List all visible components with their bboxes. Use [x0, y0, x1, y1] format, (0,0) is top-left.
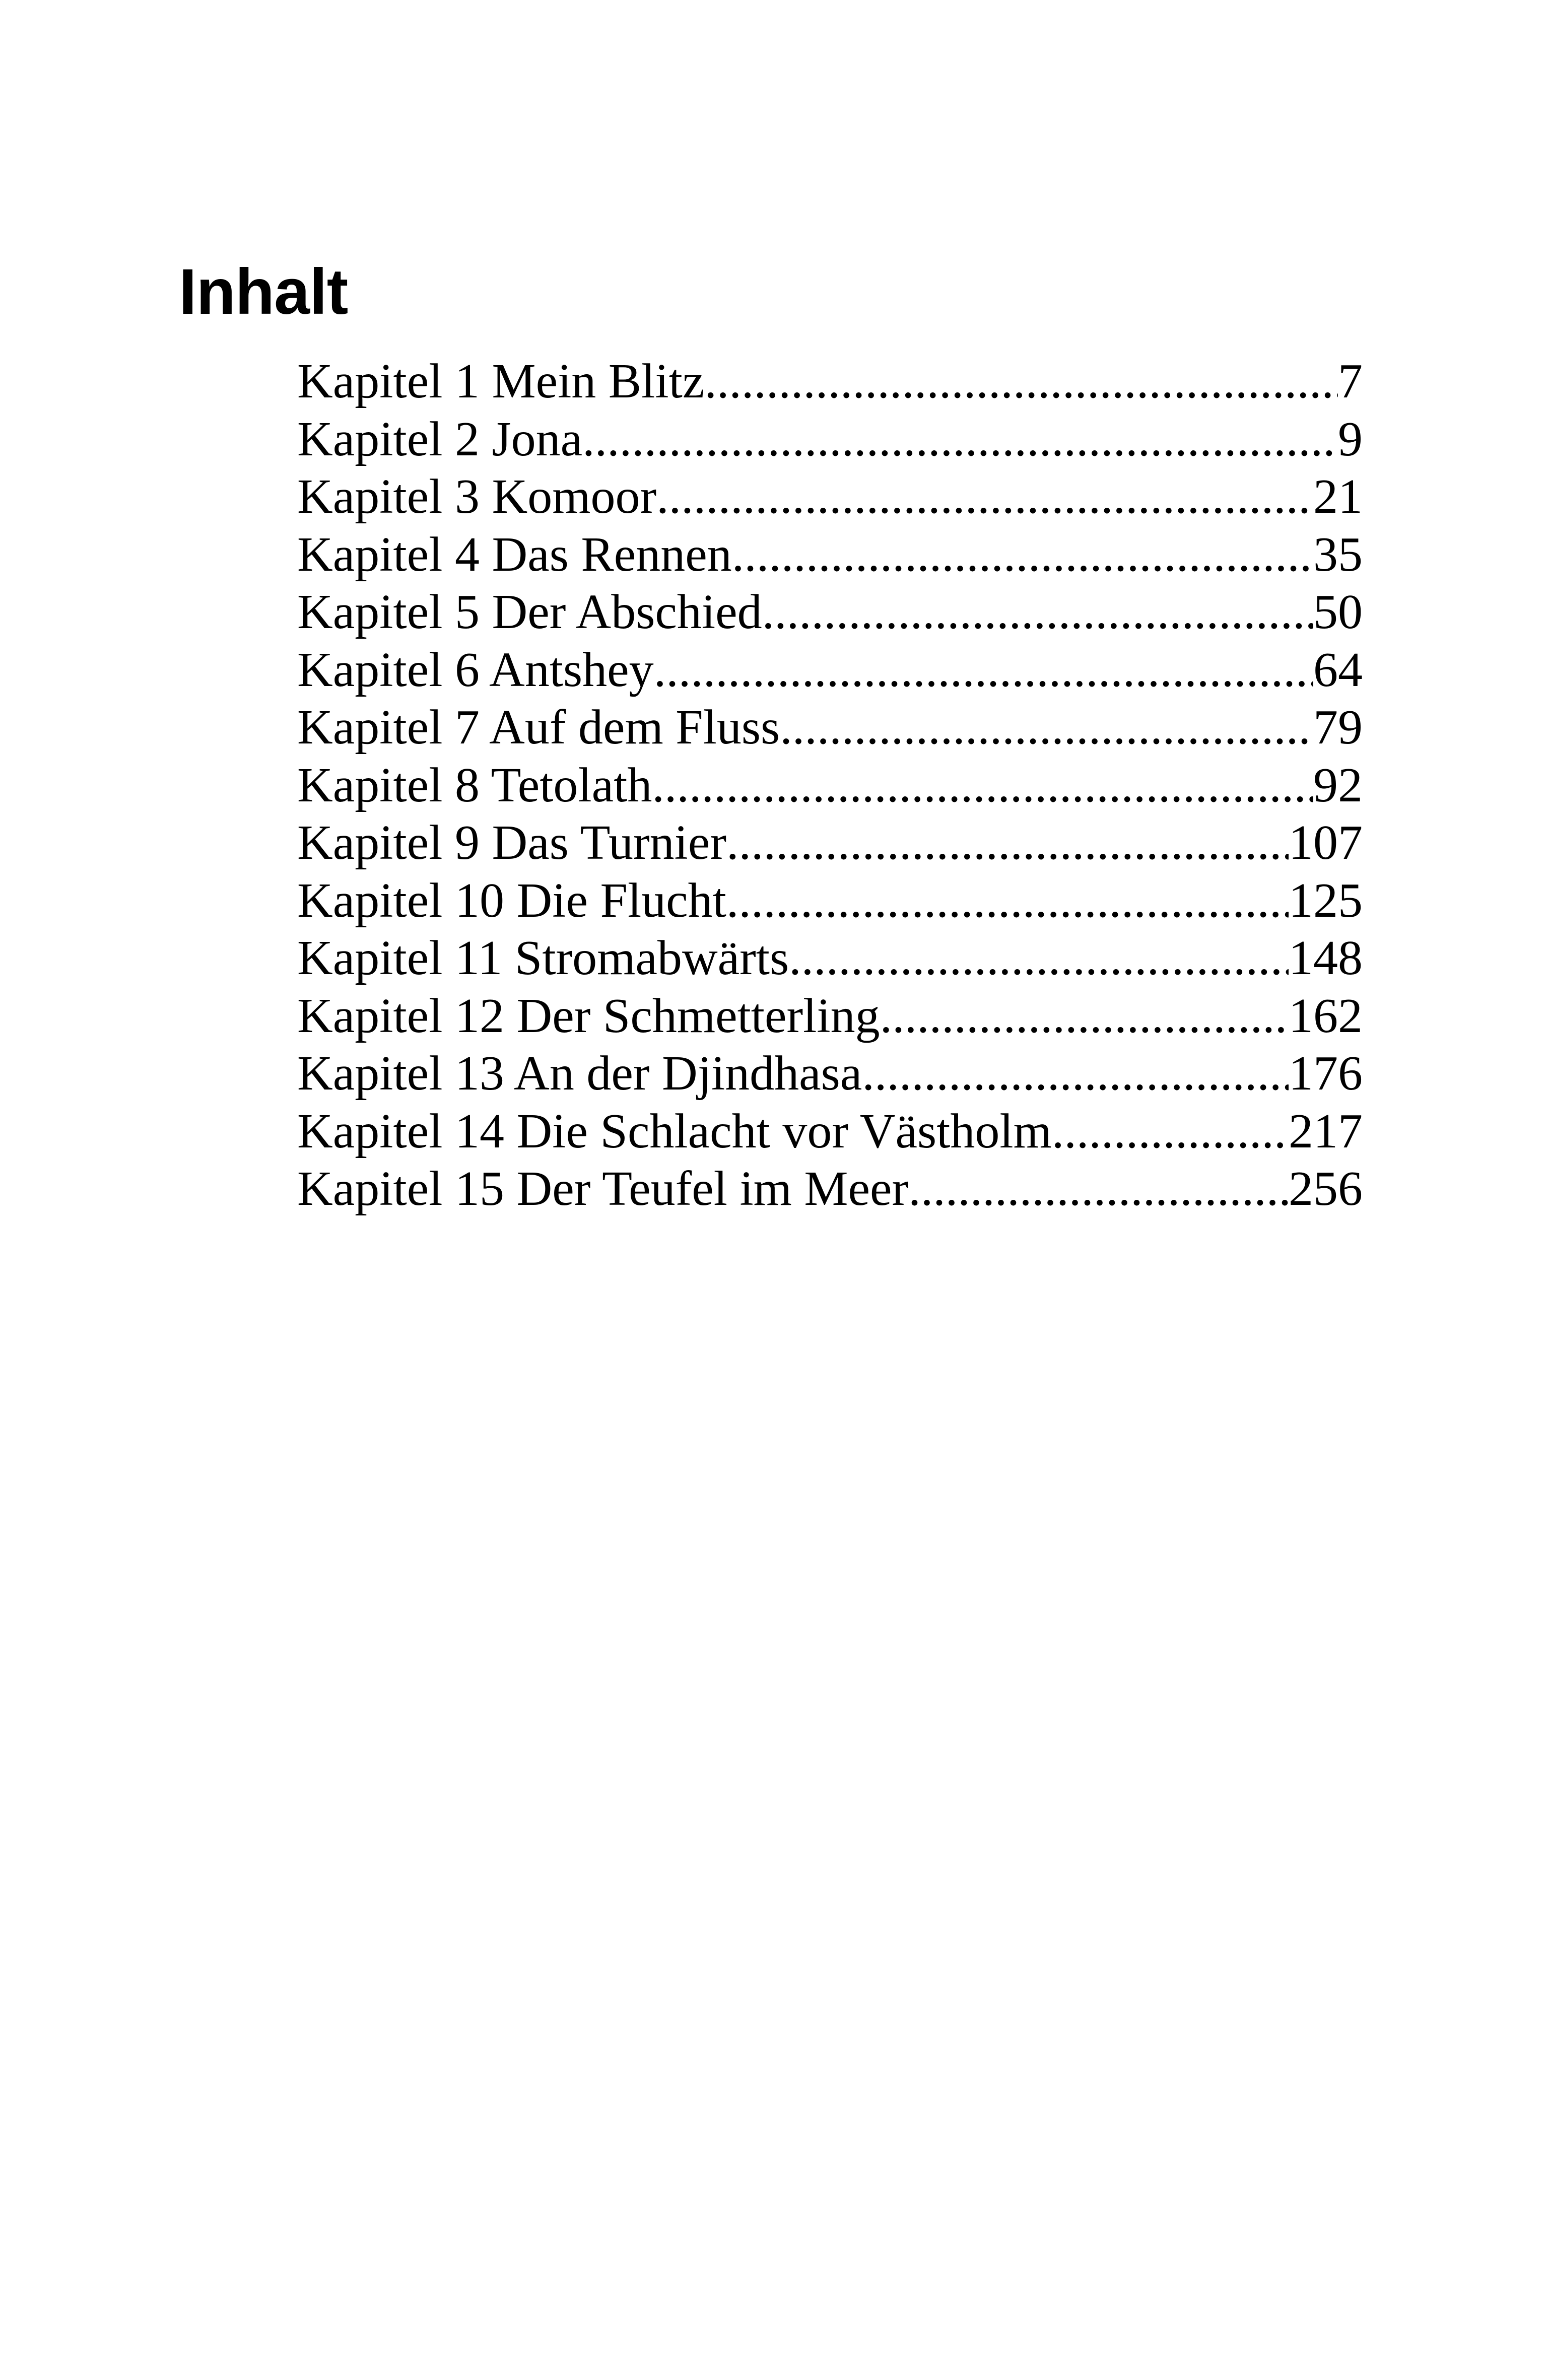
- dot-leader: [908, 1160, 1289, 1218]
- toc-entry-title: Kapitel 2 Jona: [297, 412, 583, 466]
- toc-entry-page: 162: [1289, 988, 1363, 1043]
- dot-leader: [789, 929, 1289, 987]
- toc-entry-title: Kapitel 15 Der Teufel im Meer: [297, 1162, 909, 1216]
- toc-entry-3[interactable]: [297, 468, 1363, 526]
- dot-leader: [1052, 1103, 1289, 1161]
- toc-entry-page: 256: [1289, 1162, 1363, 1216]
- toc-entry-6[interactable]: [297, 641, 1363, 699]
- toc-entry-title: Kapitel 4 Das Rennen: [297, 527, 732, 582]
- toc-entry-title: Kapitel 1 Mein Blitz: [297, 354, 705, 409]
- toc-entry-1[interactable]: [297, 353, 1363, 411]
- toc-entry-2[interactable]: [297, 411, 1363, 468]
- toc-entry-page: 92: [1313, 758, 1363, 812]
- toc-entry-title: Kapitel 6 Antshey: [297, 642, 654, 697]
- toc-entry-title: Kapitel 7 Auf dem Fluss: [297, 700, 780, 755]
- toc-entry-page: 7: [1338, 354, 1363, 409]
- dot-leader: [762, 583, 1313, 641]
- dot-leader: [654, 641, 1313, 699]
- toc-entry-page: 79: [1313, 700, 1363, 755]
- toc-entry-8[interactable]: [297, 757, 1363, 814]
- table-of-contents: [297, 353, 1363, 1218]
- toc-entry-title: Kapitel 13 An der Djindhasa: [297, 1046, 862, 1101]
- toc-entry-7[interactable]: [297, 699, 1363, 757]
- toc-entry-12[interactable]: [297, 987, 1363, 1045]
- dot-leader: [732, 526, 1313, 584]
- toc-entry-title: Kapitel 8 Tetolath: [297, 758, 652, 812]
- dot-leader: [582, 411, 1338, 468]
- toc-entry-title: Kapitel 9 Das Turnier: [297, 815, 726, 870]
- toc-entry-9[interactable]: [297, 814, 1363, 872]
- dot-leader: [726, 814, 1289, 872]
- dot-leader: [862, 1045, 1289, 1103]
- toc-entry-page: 125: [1289, 873, 1363, 928]
- toc-entry-title: Kapitel 12 Der Schmetterling: [297, 988, 880, 1043]
- toc-entry-4[interactable]: [297, 526, 1363, 584]
- toc-entry-title: Kapitel 14 Die Schlacht vor Västholm: [297, 1104, 1052, 1159]
- toc-entry-page: 176: [1289, 1046, 1363, 1101]
- dot-leader: [704, 353, 1338, 411]
- toc-entry-title: Kapitel 11 Stromabwärts: [297, 931, 789, 985]
- toc-entry-5[interactable]: [297, 583, 1363, 641]
- toc-entry-page: 21: [1313, 469, 1363, 524]
- toc-entry-page: 64: [1313, 642, 1363, 697]
- toc-entry-11[interactable]: [297, 929, 1363, 987]
- toc-entry-page: 217: [1289, 1104, 1363, 1159]
- toc-entry-15[interactable]: [297, 1160, 1363, 1218]
- dot-leader: [780, 699, 1313, 757]
- toc-entry-page: 107: [1289, 815, 1363, 870]
- toc-entry-13[interactable]: [297, 1045, 1363, 1103]
- dot-leader: [880, 987, 1289, 1045]
- page-title: Inhalt: [179, 256, 348, 328]
- toc-entry-page: 9: [1338, 412, 1363, 466]
- dot-leader: [652, 757, 1313, 814]
- dot-leader: [726, 872, 1289, 930]
- toc-entry-page: 50: [1313, 585, 1363, 639]
- toc-entry-10[interactable]: [297, 872, 1363, 930]
- toc-entry-title: Kapitel 3 Komoor: [297, 469, 657, 524]
- dot-leader: [656, 468, 1313, 526]
- toc-entry-title: Kapitel 10 Die Flucht: [297, 873, 726, 928]
- toc-entry-page: 148: [1289, 931, 1363, 985]
- toc-entry-title: Kapitel 5 Der Abschied: [297, 585, 762, 639]
- toc-entry-page: 35: [1313, 527, 1363, 582]
- toc-entry-14[interactable]: [297, 1103, 1363, 1161]
